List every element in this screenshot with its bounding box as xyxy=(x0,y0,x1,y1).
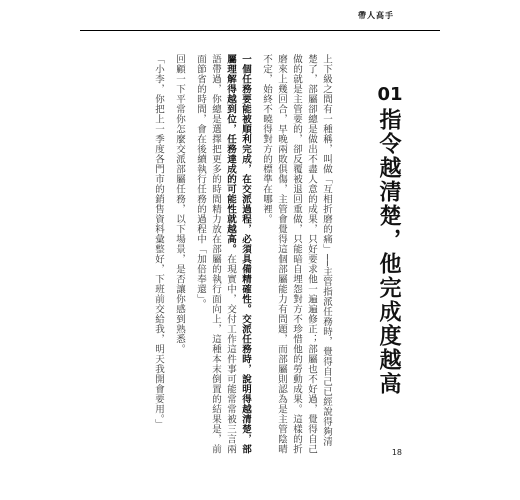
paragraph-1: 上下級之間有一種稱，叫做「互相折磨的痛」──主管指派任務時，覺得自己已經說得夠清楚了，部屬卻總是做出不盡人意的成果，只好要求他一遍遍修正；部屬也不好過，覺得自己做的就是主管要的，卻反覆被退回重做，只能暗自埋怨對方不珍惜他的勞動成果。這樣的折磨來上幾回合，早晚兩敗俱傷，主管會覺得這個部屬能力有問題，而部屬則認為是主管陰晴不定，始終不曉得對方的標準在哪裡。 xyxy=(261,54,332,454)
running-header-book-title: 帶人高手 xyxy=(358,11,394,20)
chapter-title: 指令越清楚，他完成度越高 xyxy=(376,108,401,396)
paragraph-4-dialogue: 「小李，你把上一季度各門市的銷售資料彙整好，下班前交給我，明天我開會要用。」 xyxy=(153,54,164,430)
paragraph-3: 回顧一下平常你怎麼交派部屬任務，以下場景，是否讓你感到熟悉。 xyxy=(174,54,185,354)
paragraph-2-text: 在現實中，交付工作這件事可能常常被三言兩語帶過，你總是選擇把更多的時間精力放在部屬的執行面向上，這種本末倒置的結果是，前面節省的時間，會在後續執行任務的過程中「加倍奉還」。 xyxy=(195,54,236,454)
paragraph-2 xyxy=(193,54,253,454)
body-text xyxy=(145,54,334,454)
chapter-number: 01 xyxy=(377,84,403,105)
page-number: 18 xyxy=(391,448,402,457)
paragraph-2-emphasis: 一個任務要能被順利完成，在交派過程，必須具備精確性。交派任務時，說明得越清楚，部屬理解得越到位，任務達成的可能性就越高。 xyxy=(225,54,251,454)
header-divider xyxy=(80,30,440,31)
